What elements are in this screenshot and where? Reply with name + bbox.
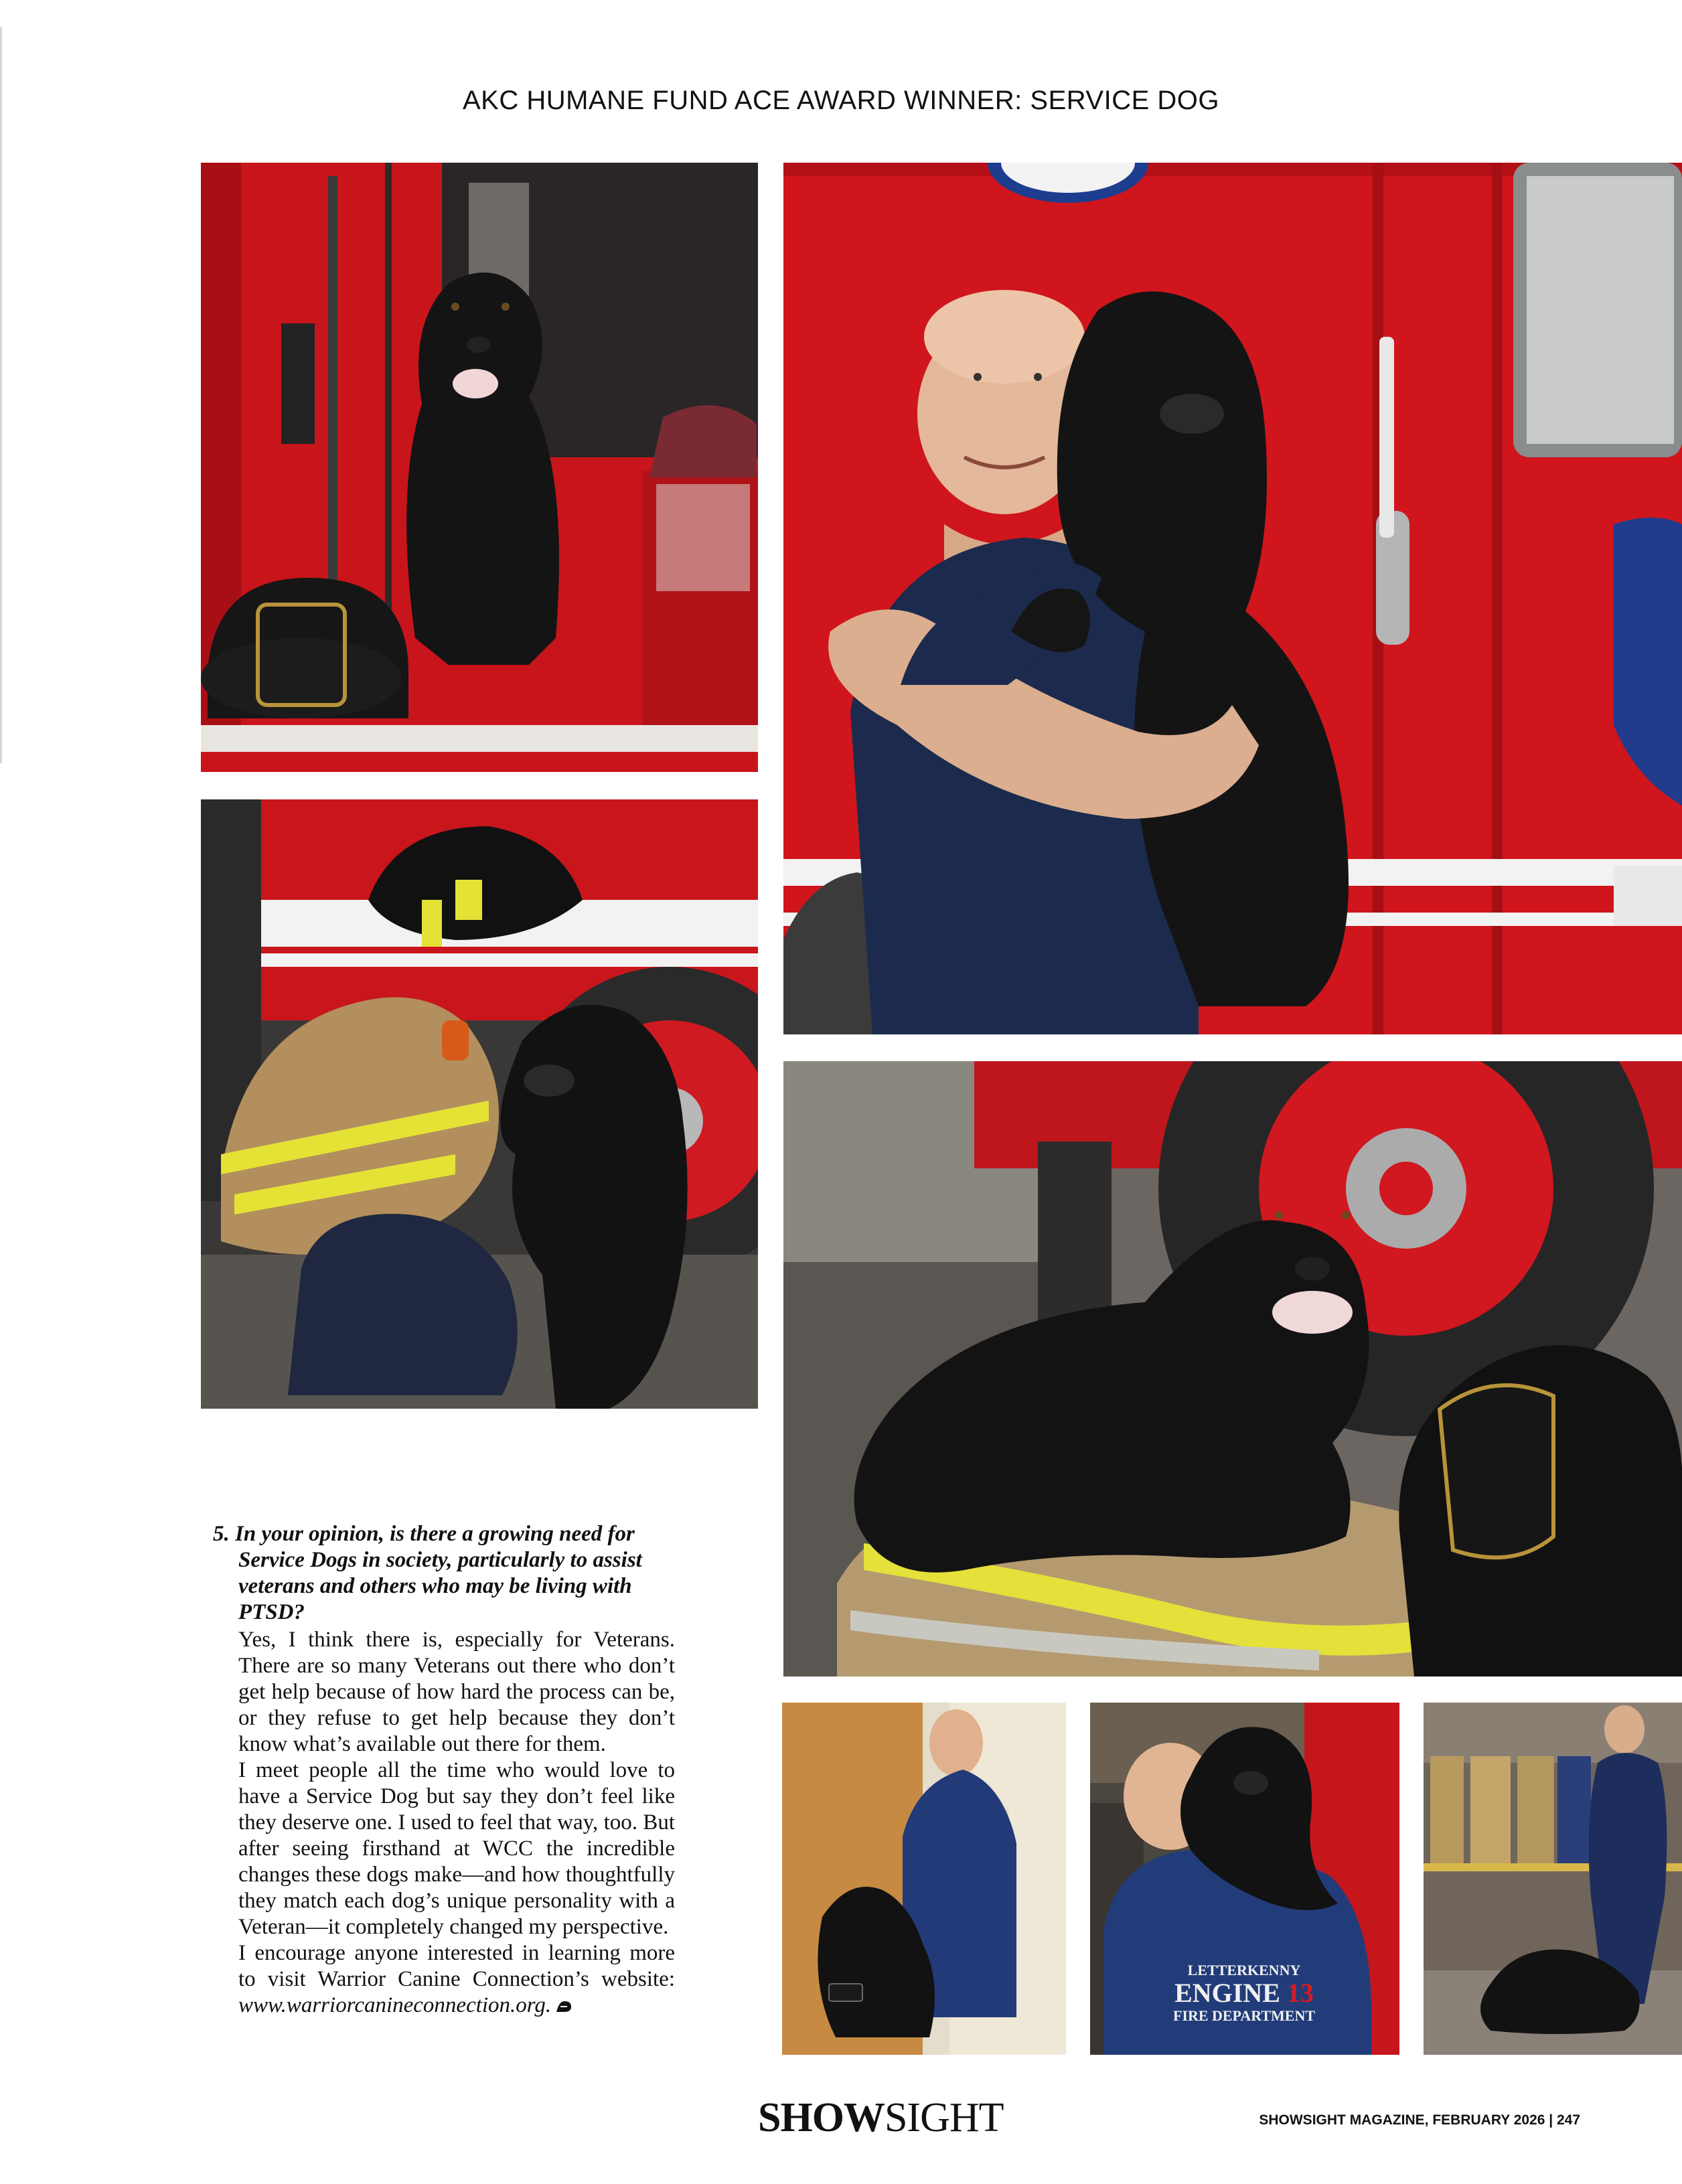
page-header: AKC HUMANE FUND ACE AWARD WINNER: SERVICE DOG: [462, 86, 1220, 115]
shirt-number: 13: [1286, 1978, 1314, 2008]
end-mark-icon: [555, 2000, 572, 2013]
article-qa-block: [213, 1521, 675, 2019]
answer-paragraph: Yes, I think there is, especially for Veterans. There are so many Veterans out there who don’t get help because of how hard the process can be, or they refuse to get help because they don’t know what’s available out there for them.: [238, 1628, 675, 1756]
photo-locker-room-with-dog: [1424, 1703, 1682, 2055]
answer-closing: [238, 1940, 675, 2019]
photo-dog-lying-with-helmet: [783, 1061, 1682, 1676]
website-link[interactable]: www.warriorcanineconnection.org.: [238, 1993, 552, 2017]
page-edge-rule: [0, 27, 2, 763]
article-question: 5. In your opinion, is there a growing need for Service Dogs in society, particularly to assist veterans and others who may be living with PTSD?: [213, 1522, 642, 1624]
photo-kneeling-firefighter-with-dog: [201, 799, 758, 1409]
showsight-logo: SHOWSIGHT: [758, 2095, 1004, 2140]
shirt-text-line3: FIRE DEPARTMENT: [1172, 2007, 1316, 2024]
photo-dog-at-door: [782, 1703, 1066, 2055]
closing-text: I encourage anyone interested in learning more to visit Warrior Canine Connection’s website:: [238, 1941, 675, 1991]
photo-firefighter-back-with-dog: [1090, 1703, 1399, 2055]
article-answer: [213, 1627, 675, 2019]
shirt-text-line1: LETTERKENNY: [1187, 1962, 1301, 1978]
photo-dog-seated-on-truck: [201, 163, 758, 772]
footer-page-info: SHOWSIGHT MAGAZINE, FEBRUARY 2026 | 247: [1259, 2112, 1580, 2128]
photo-firefighter-hugging-dog: [783, 163, 1682, 1034]
shirt-text-line2: ENGINE: [1174, 1978, 1280, 2008]
answer-paragraph: I meet people all the time who would love to have a Service Dog but say they don’t feel like they deserve one. I used to feel that way, too. But after seeing firsthand at WCC the incredible changes these dogs make—and how thoughtfully they match each dog’s unique personality with a Veteran—it completely changed my perspective.: [238, 1758, 675, 1939]
